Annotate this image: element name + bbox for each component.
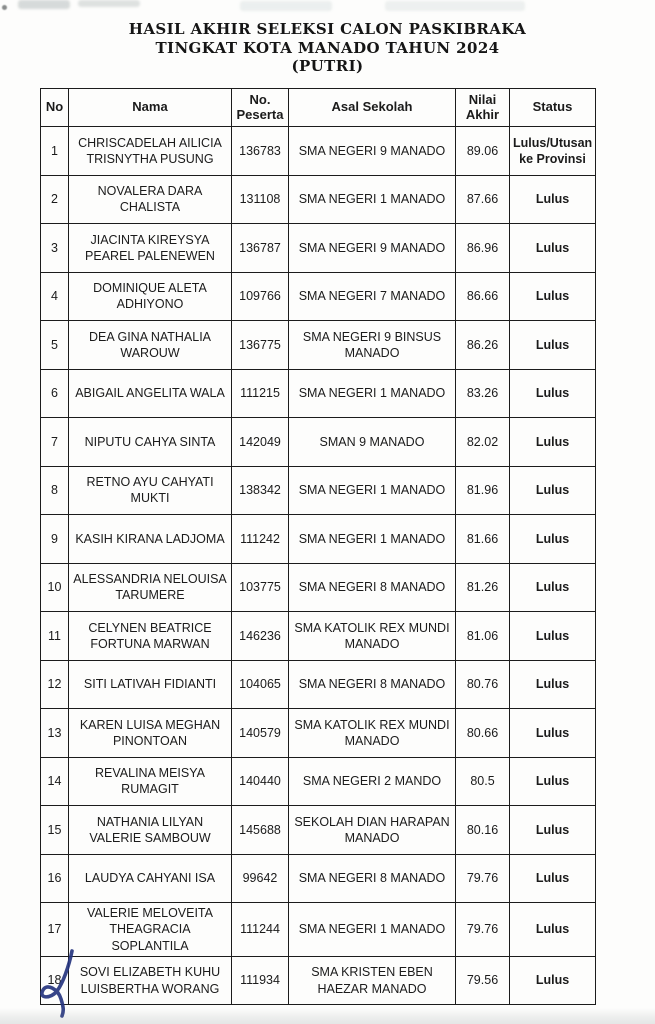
cell-asal-sekolah: SMA NEGERI 1 MANADO (289, 515, 456, 564)
cell-status: Lulus (510, 466, 596, 515)
cell-status: Lulus/Utusan ke Provinsi (510, 127, 596, 176)
cell-no: 1 (41, 127, 69, 176)
cell-nama: DOMINIQUE ALETA ADHIYONO (69, 272, 232, 321)
cell-nama: RETNO AYU CAHYATI MUKTI (69, 466, 232, 515)
cell-nama: NOVALERA DARA CHALISTA (69, 175, 232, 224)
cell-status: Lulus (510, 515, 596, 564)
cell-no-peserta: 99642 (232, 854, 289, 903)
cell-no-peserta: 111242 (232, 515, 289, 564)
header-no-peserta: No. Peserta (232, 89, 289, 127)
header-asal-sekolah: Asal Sekolah (289, 89, 456, 127)
cell-status: Lulus (510, 854, 596, 903)
cell-asal-sekolah: SMA NEGERI 1 MANADO (289, 369, 456, 418)
cell-nama: VALERIE MELOVEITA THEAGRACIA SOPLANTILA (69, 903, 232, 957)
cell-no-peserta: 104065 (232, 660, 289, 709)
cell-no: 14 (41, 757, 69, 806)
table-row (41, 175, 596, 224)
cell-nilai-akhir: 86.96 (456, 224, 510, 273)
table-row (41, 563, 596, 612)
cell-status: Lulus (510, 612, 596, 661)
cell-no-peserta: 142049 (232, 418, 289, 467)
table-row (41, 709, 596, 758)
title-line-3: (PUTRI) (291, 57, 364, 75)
table-row (41, 854, 596, 903)
cell-no-peserta: 140579 (232, 709, 289, 758)
cell-status: Lulus (510, 175, 596, 224)
cell-status: Lulus (510, 418, 596, 467)
scan-bottom-shadow (0, 1008, 655, 1024)
cell-nama: NATHANIA LILYAN VALERIE SAMBOUW (69, 806, 232, 855)
cell-nilai-akhir: 86.26 (456, 321, 510, 370)
cell-nilai-akhir: 83.26 (456, 369, 510, 418)
cell-no-peserta: 111244 (232, 903, 289, 957)
cell-nama: ALESSANDRIA NELOUISA TARUMERE (69, 563, 232, 612)
cell-no-peserta: 136783 (232, 127, 289, 176)
cell-nama: CELYNEN BEATRICE FORTUNA MARWAN (69, 612, 232, 661)
scan-smudge (240, 1, 332, 11)
cell-no-peserta: 131108 (232, 175, 289, 224)
cell-no-peserta: 111934 (232, 956, 289, 1005)
cell-status: Lulus (510, 903, 596, 957)
cell-no-peserta: 111215 (232, 369, 289, 418)
cell-nilai-akhir: 82.02 (456, 418, 510, 467)
cell-status: Lulus (510, 272, 596, 321)
table-row (41, 224, 596, 273)
table-row (41, 418, 596, 467)
cell-asal-sekolah: SMA NEGERI 1 MANADO (289, 466, 456, 515)
cell-nilai-akhir: 81.96 (456, 466, 510, 515)
cell-no-peserta: 146236 (232, 612, 289, 661)
cell-asal-sekolah: SMA NEGERI 8 MANADO (289, 660, 456, 709)
cell-asal-sekolah: SMA NEGERI 2 MANDO (289, 757, 456, 806)
cell-no-peserta: 103775 (232, 563, 289, 612)
cell-status: Lulus (510, 321, 596, 370)
table-row (41, 369, 596, 418)
cell-status: Lulus (510, 806, 596, 855)
results-table-body (41, 127, 596, 1005)
cell-asal-sekolah: SMA NEGERI 1 MANADO (289, 903, 456, 957)
cell-status: Lulus (510, 224, 596, 273)
cell-status: Lulus (510, 563, 596, 612)
cell-nilai-akhir: 81.66 (456, 515, 510, 564)
cell-status: Lulus (510, 709, 596, 758)
cell-nilai-akhir: 86.66 (456, 272, 510, 321)
cell-no: 5 (41, 321, 69, 370)
cell-nilai-akhir: 87.66 (456, 175, 510, 224)
cell-no: 6 (41, 369, 69, 418)
table-row (41, 612, 596, 661)
cell-no: 11 (41, 612, 69, 661)
table-row (41, 127, 596, 176)
scan-smudge (385, 1, 525, 11)
table-row (41, 903, 596, 957)
cell-status: Lulus (510, 660, 596, 709)
cell-nilai-akhir: 79.76 (456, 903, 510, 957)
scan-smudge (2, 5, 7, 10)
header-no: No (41, 89, 69, 127)
cell-asal-sekolah: SMA NEGERI 1 MANADO (289, 175, 456, 224)
cell-nilai-akhir: 81.26 (456, 563, 510, 612)
cell-status: Lulus (510, 956, 596, 1005)
cell-no: 10 (41, 563, 69, 612)
cell-nilai-akhir: 80.16 (456, 806, 510, 855)
cell-asal-sekolah: SMA KRISTEN EBEN HAEZAR MANADO (289, 956, 456, 1005)
cell-asal-sekolah: SMA NEGERI 7 MANADO (289, 272, 456, 321)
cell-asal-sekolah: SEKOLAH DIAN HARAPAN MANADO (289, 806, 456, 855)
scan-smudge (18, 0, 70, 9)
cell-no: 3 (41, 224, 69, 273)
results-table (40, 88, 596, 1005)
cell-nilai-akhir: 80.5 (456, 757, 510, 806)
cell-asal-sekolah: SMA KATOLIK REX MUNDI MANADO (289, 612, 456, 661)
cell-no: 15 (41, 806, 69, 855)
cell-asal-sekolah: SMA KATOLIK REX MUNDI MANADO (289, 709, 456, 758)
cell-nama: SITI LATIVAH FIDIANTI (69, 660, 232, 709)
table-row (41, 515, 596, 564)
cell-no: 9 (41, 515, 69, 564)
cell-asal-sekolah: SMA NEGERI 9 MANADO (289, 224, 456, 273)
cell-no: 13 (41, 709, 69, 758)
header-nilai-akhir: Nilai Akhir (456, 89, 510, 127)
cell-nama: REVALINA MEISYA RUMAGIT (69, 757, 232, 806)
cell-no: 18 (41, 956, 69, 1005)
cell-nilai-akhir: 89.06 (456, 127, 510, 176)
cell-nama: SOVI ELIZABETH KUHU LUISBERTHA WORANG (69, 956, 232, 1005)
cell-asal-sekolah: SMA NEGERI 8 MANADO (289, 854, 456, 903)
table-row (41, 660, 596, 709)
header-nama: Nama (69, 89, 232, 127)
cell-asal-sekolah: SMA NEGERI 9 BINSUS MANADO (289, 321, 456, 370)
cell-no: 2 (41, 175, 69, 224)
cell-status: Lulus (510, 757, 596, 806)
cell-asal-sekolah: SMA NEGERI 9 MANADO (289, 127, 456, 176)
cell-no: 16 (41, 854, 69, 903)
cell-asal-sekolah: SMA NEGERI 8 MANADO (289, 563, 456, 612)
cell-nama: KASIH KIRANA LADJOMA (69, 515, 232, 564)
table-row (41, 757, 596, 806)
cell-no-peserta: 136787 (232, 224, 289, 273)
cell-nama: LAUDYA CAHYANI ISA (69, 854, 232, 903)
table-row (41, 806, 596, 855)
cell-nama: ABIGAIL ANGELITA WALA (69, 369, 232, 418)
scan-smudge (78, 0, 140, 7)
cell-nilai-akhir: 79.56 (456, 956, 510, 1005)
cell-nilai-akhir: 80.76 (456, 660, 510, 709)
cell-nama: JIACINTA KIREYSYA PEAREL PALENEWEN (69, 224, 232, 273)
cell-no: 8 (41, 466, 69, 515)
document-title (0, 20, 655, 76)
cell-no-peserta: 109766 (232, 272, 289, 321)
table-row (41, 956, 596, 1005)
cell-status: Lulus (510, 369, 596, 418)
cell-no: 4 (41, 272, 69, 321)
cell-nama: CHRISCADELAH AILICIA TRISNYTHA PUSUNG (69, 127, 232, 176)
cell-nilai-akhir: 81.06 (456, 612, 510, 661)
header-status: Status (510, 89, 596, 127)
cell-no-peserta: 138342 (232, 466, 289, 515)
cell-nama: NIPUTU CAHYA SINTA (69, 418, 232, 467)
table-header-row (41, 89, 596, 127)
cell-no: 12 (41, 660, 69, 709)
cell-asal-sekolah: SMAN 9 MANADO (289, 418, 456, 467)
cell-no: 17 (41, 903, 69, 957)
cell-no: 7 (41, 418, 69, 467)
cell-nama: DEA GINA NATHALIA WAROUW (69, 321, 232, 370)
cell-no-peserta: 145688 (232, 806, 289, 855)
title-line-2: TINGKAT KOTA MANADO TAHUN 2024 (155, 38, 500, 57)
cell-nilai-akhir: 79.76 (456, 854, 510, 903)
table-row (41, 321, 596, 370)
title-line-1: HASIL AKHIR SELEKSI CALON PASKIBRAKA (128, 20, 527, 38)
table-row (41, 272, 596, 321)
cell-nama: KAREN LUISA MEGHAN PINONTOAN (69, 709, 232, 758)
table-row (41, 466, 596, 515)
cell-no-peserta: 140440 (232, 757, 289, 806)
cell-no-peserta: 136775 (232, 321, 289, 370)
cell-nilai-akhir: 80.66 (456, 709, 510, 758)
